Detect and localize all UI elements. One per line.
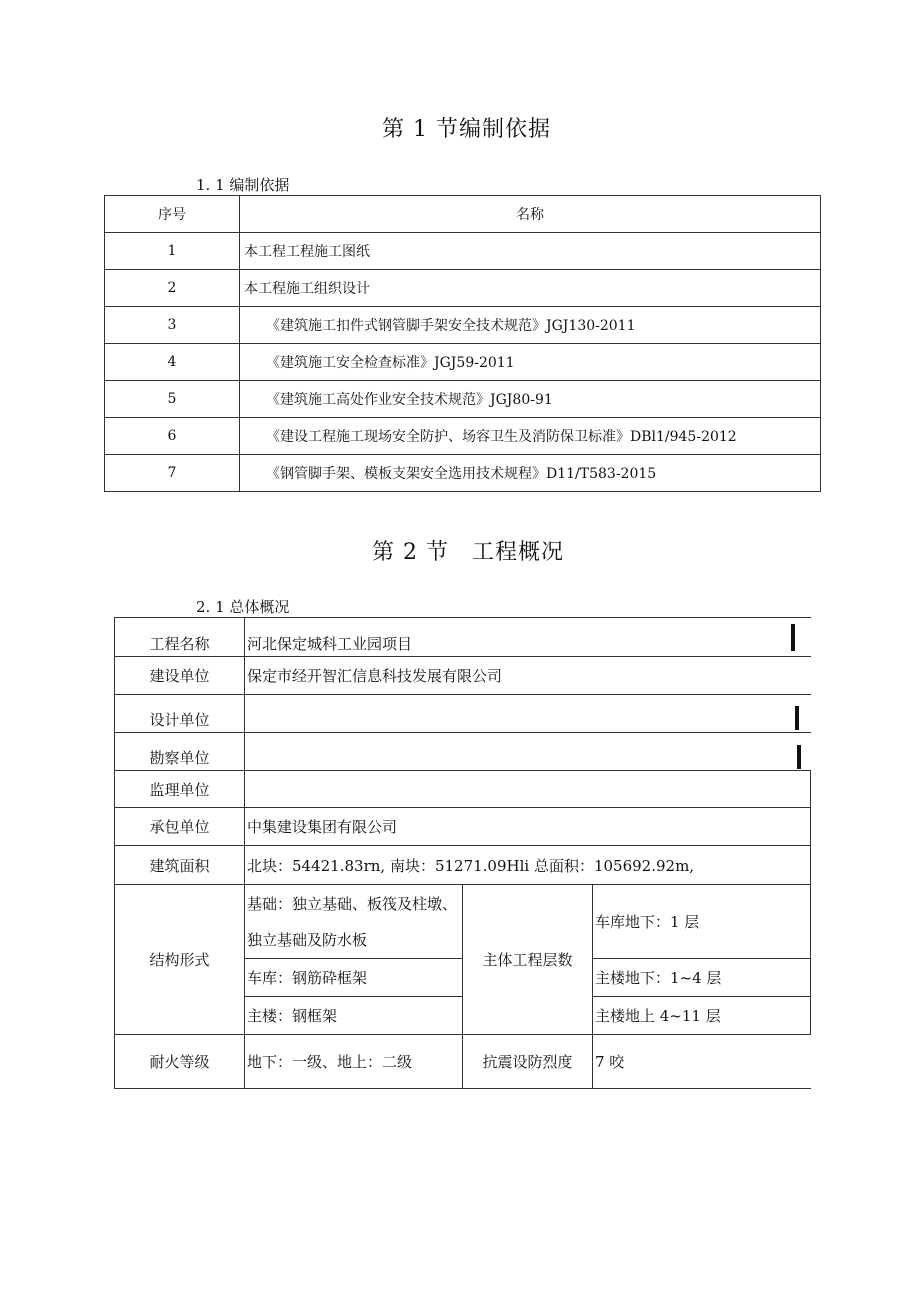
row-no: 4 [105,344,240,381]
row-name: 《建筑施工高处作业安全技术规范》JGJ80-91 [240,381,821,418]
contractor-value: 中集建设集团有限公司 [245,808,811,846]
row-no: 5 [105,381,240,418]
basis-table [104,195,821,492]
overview-row [115,618,811,657]
section2-title: 第 2 节 工程概况 [372,540,564,565]
margin-mark [791,624,795,651]
structure-foundation: 基础：独立基础、板筏及柱墩、独立基础及防水板 [245,885,463,959]
project-name-label: 工程名称 [115,618,245,657]
margin-mark [795,706,799,730]
table-row [105,270,821,307]
designer-label: 设计单位 [115,695,245,733]
row-name: 《钢管脚手架、模板支架安全选用技术规程》D11/T583-2015 [240,455,821,492]
supervisor-value [245,771,811,808]
overview-row [115,808,811,846]
row-name: 本工程施工组织设计 [240,270,821,307]
builder-value: 保定市经开智汇信息科技发展有限公司 [245,657,811,695]
table-row [105,344,821,381]
section1-title: 第 1 节编制依据 [382,117,551,142]
table-row [105,307,821,344]
row-no: 7 [105,455,240,492]
builder-label: 建设单位 [115,657,245,695]
area-label: 建筑面积 [115,846,245,885]
overview-row [115,657,811,695]
table-row [105,418,821,455]
floors-label: 主体工程层数 [463,885,593,1035]
table-row [105,233,821,270]
table-header-row [105,196,821,233]
overview-table [114,617,811,1089]
overview-row [115,846,811,885]
row-no: 6 [105,418,240,455]
margin-mark [797,745,801,769]
structure-main: 主楼：钢框架 [245,997,463,1035]
fire-label: 耐火等级 [115,1035,245,1089]
contractor-label: 承包单位 [115,808,245,846]
seismic-label: 抗震设防烈度 [463,1035,593,1089]
table-row [105,381,821,418]
overview-row [115,733,811,771]
row-name: 本工程工程施工图纸 [240,233,821,270]
fire-value: 地下：一级、地上：二级 [245,1035,463,1089]
section1-subtitle: 1. 1 编制依据 [196,176,290,194]
overview-row [115,885,811,959]
seismic-value: 7 咬 [593,1035,811,1089]
overview-row [115,695,811,733]
overview-row [115,771,811,808]
overview-row [115,1035,811,1089]
project-name-value: 河北保定城科工业园项目 [245,618,811,657]
garage-floors: 车库地下：1 层 [593,885,811,959]
surveyor-label: 勘察单位 [115,733,245,771]
section2-subtitle: 2. 1 总体概况 [196,598,290,616]
row-no: 3 [105,307,240,344]
header-no: 序号 [105,196,240,233]
header-name: 名称 [240,196,821,233]
surveyor-value [245,733,811,771]
row-name: 《建设工程施工现场安全防护、场容卫生及消防保卫标准》DBl1/945-2012 [240,418,821,455]
row-name: 《建筑施工安全检查标准》JGJ59-2011 [240,344,821,381]
row-no: 2 [105,270,240,307]
main-below-floors: 主楼地下：1~4 层 [593,959,811,997]
row-name: 《建筑施工扣件式钢管脚手架安全技术规范》JGJ130-2011 [240,307,821,344]
supervisor-label: 监理单位 [115,771,245,808]
table-row [105,455,821,492]
designer-value [245,695,811,733]
row-no: 1 [105,233,240,270]
main-above-floors: 主楼地上 4~11 层 [593,997,811,1035]
area-value: 北块：54421.83rn, 南块：51271.09Hli 总面积：105692.92m, [245,846,811,885]
structure-garage: 车库：钢筋砕框架 [245,959,463,997]
structure-label: 结构形式 [115,885,245,1035]
